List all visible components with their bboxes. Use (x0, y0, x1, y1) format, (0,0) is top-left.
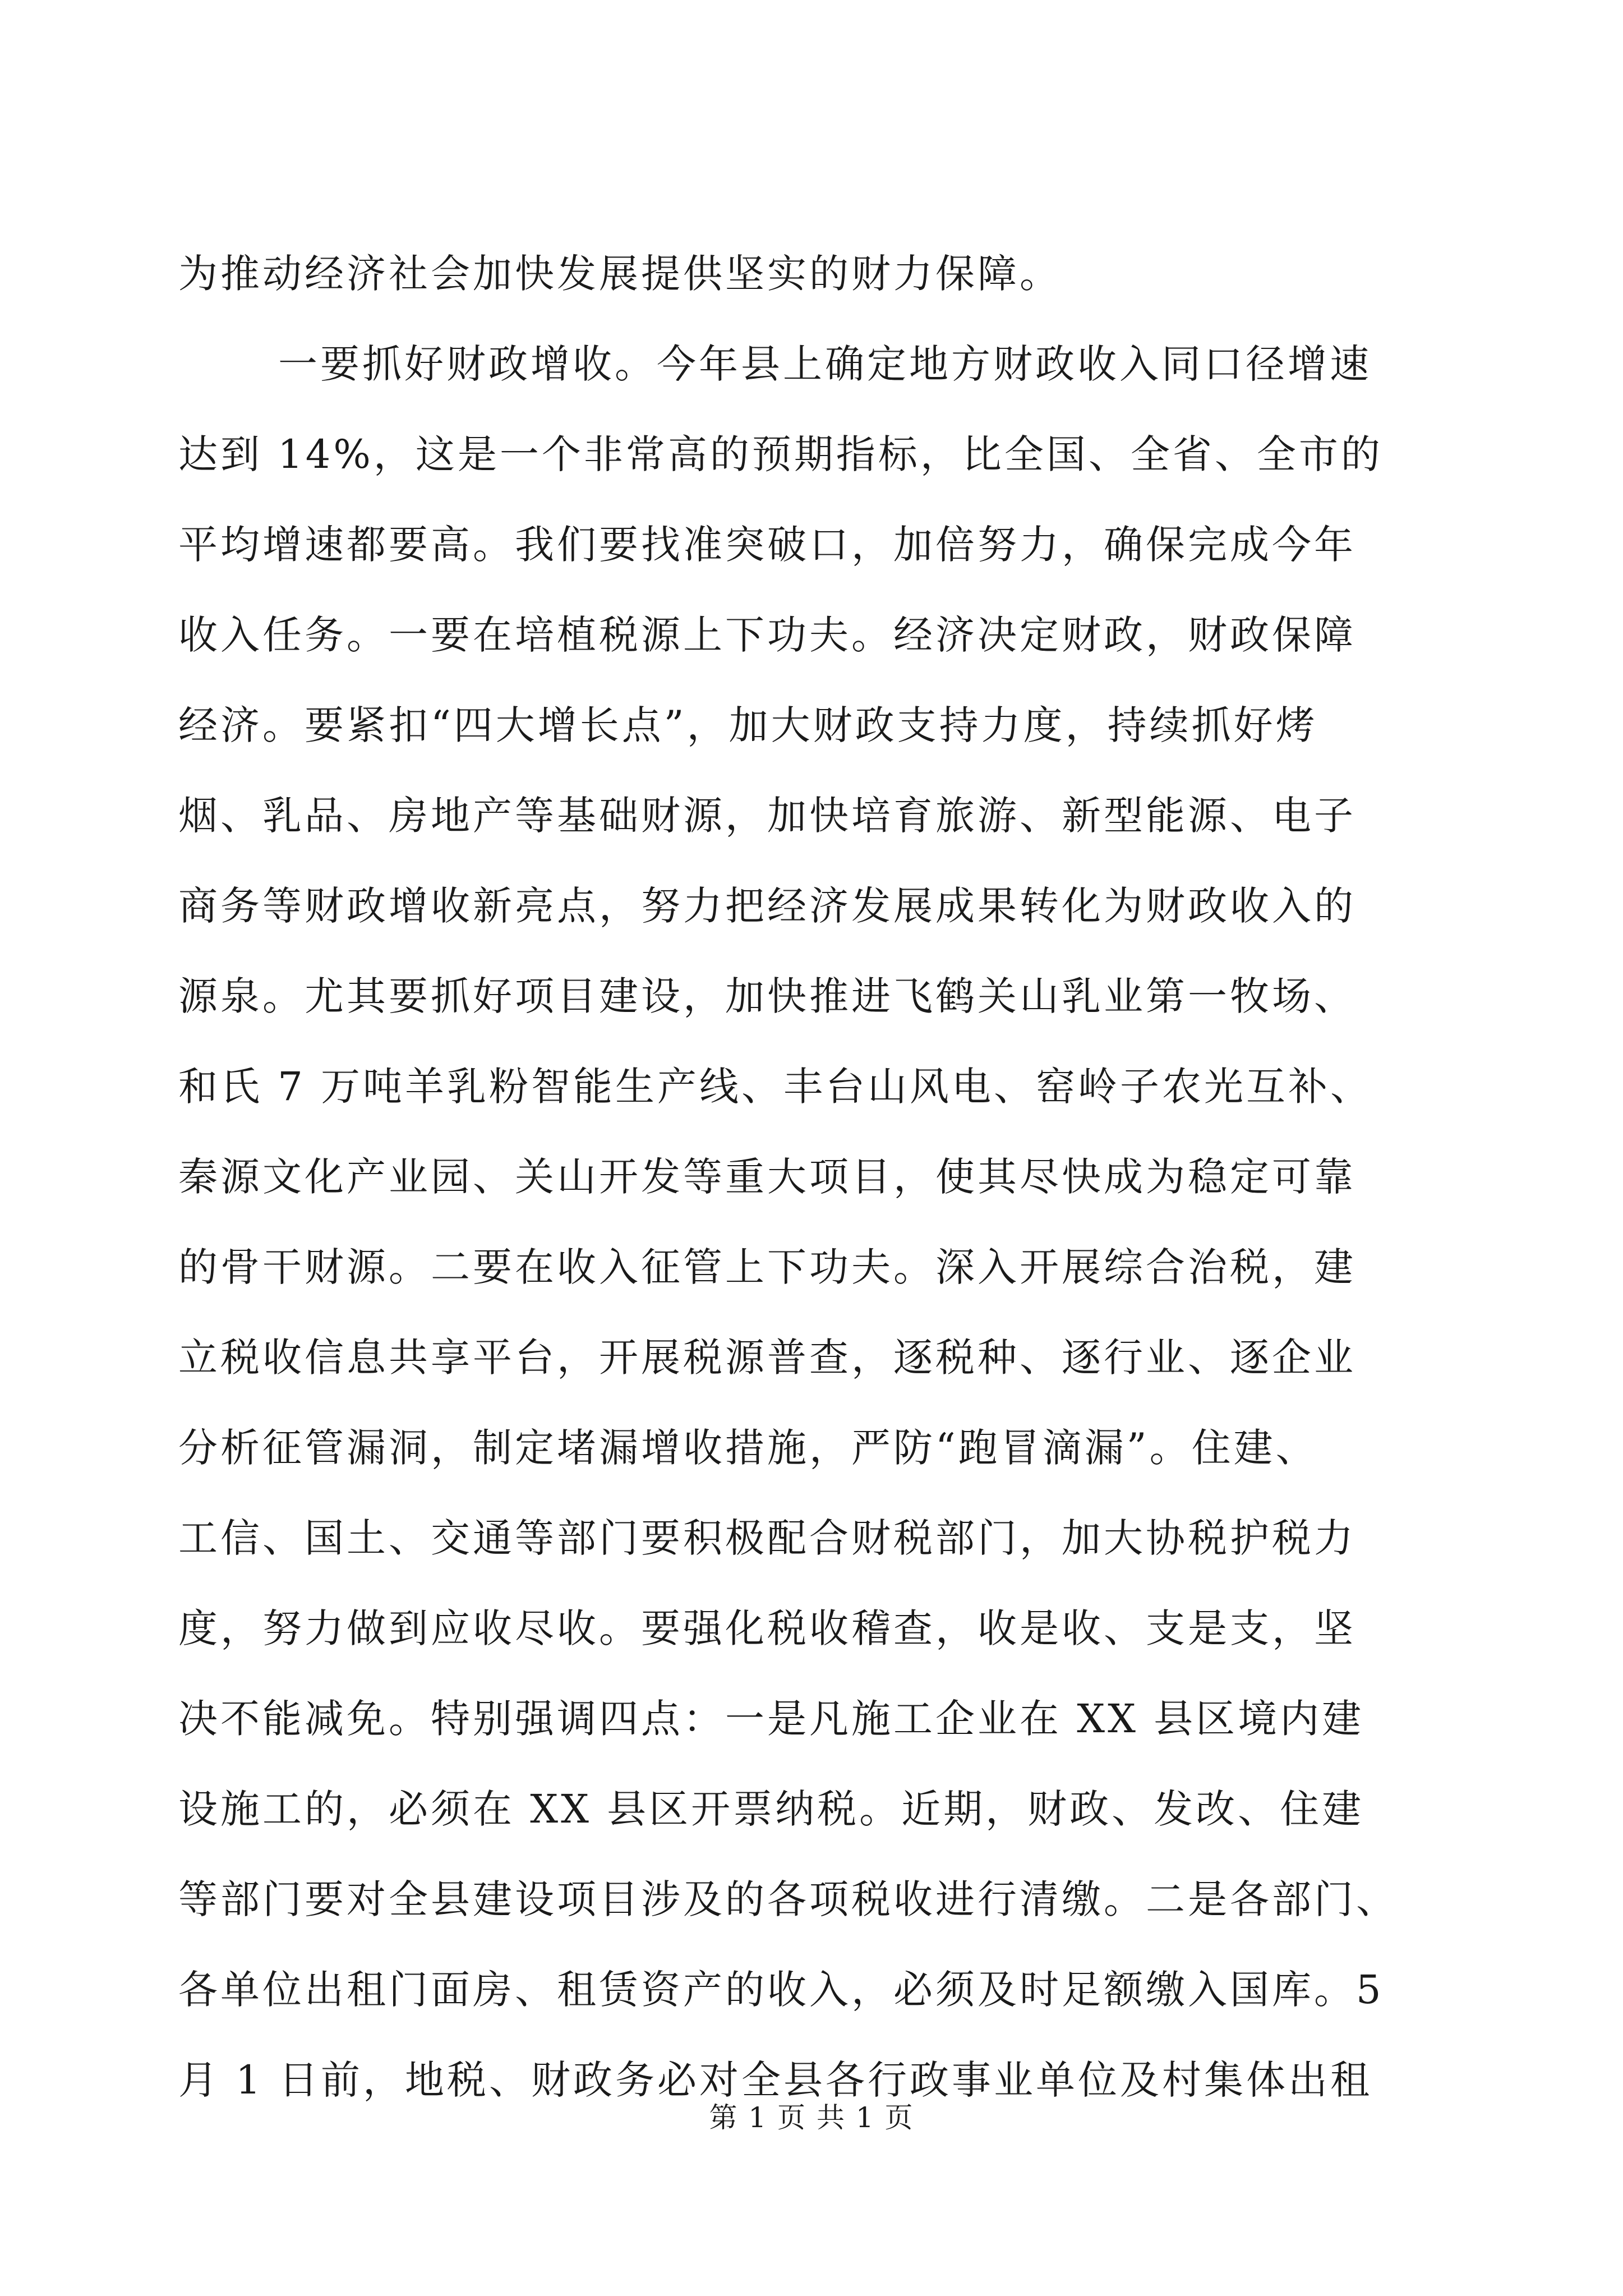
text-line-16: 度，努力做到应收尽收。要强化税收稽查，收是收、支是支，坚 (178, 1605, 1356, 1651)
text-line-8: 商务等财政增收新亮点，努力把经济发展成果转化为财政收入的 (178, 883, 1356, 929)
text-line-13: 立税收信息共享平台，开展税源普查，逐税种、逐行业、逐企业 (178, 1335, 1356, 1381)
text-line-9: 源泉。尤其要抓好项目建设，加快推进飞鹤关山乳业第一牧场、 (178, 973, 1356, 1019)
text-line-4: 平均增速都要高。我们要找准突破口，加倍努力，确保完成今年 (178, 522, 1356, 568)
text-line-15: 工信、国土、交通等部门要积极配合财税部门，加大协税护税力 (178, 1515, 1356, 1561)
text-line-7: 烟、乳品、房地产等基础财源，加快培育旅游、新型能源、电子 (178, 793, 1356, 839)
text-line-10: 和氏 7 万吨羊乳粉智能生产线、丰台山风电、窑岭子农光互补、 (178, 1064, 1373, 1110)
text-line-3: 达到 14%，这是一个非常高的预期指标，比全国、全省、全市的 (178, 431, 1383, 477)
text-line-5: 收入任务。一要在培植税源上下功夫。经济决定财政，财政保障 (178, 612, 1356, 658)
text-line-11: 秦源文化产业园、关山开发等重大项目，使其尽快成为稳定可靠 (178, 1154, 1356, 1200)
text-line-2: 一要抓好财政增收。今年县上确定地方财政收入同口径增速 (278, 341, 1372, 387)
text-line-20: 各单位出租门面房、租赁资产的收入，必须及时足额缴入国库。5 (178, 1967, 1384, 2013)
text-line-1: 为推动经济社会加快发展提供坚实的财力保障。 (178, 251, 1062, 297)
text-line-18: 设施工的，必须在 XX 县区开票纳税。近期，财政、发改、住建 (178, 1786, 1364, 1832)
text-line-17: 决不能减免。特别强调四点：一是凡施工企业在 XX 县区境内建 (178, 1696, 1364, 1742)
page-number-label: 第 1 页 共 1 页 (709, 2101, 914, 2134)
page-footer (0, 2095, 1623, 2136)
text-line-6: 经济。要紧扣“四大增长点”，加大财政支持力度，持续抓好烤 (178, 702, 1318, 748)
text-line-12: 的骨干财源。二要在收入征管上下功夫。深入开展综合治税，建 (178, 1244, 1356, 1290)
text-line-14: 分析征管漏洞，制定堵漏增收措施，严防“跑冒滴漏”。住建、 (178, 1425, 1318, 1471)
text-line-19: 等部门要对全县建设项目涉及的各项税收进行清缴。二是各部门、 (178, 1876, 1398, 1922)
text-line-21: 月 1 日前，地税、财政务必对全县各行政事业单位及村集体出租 (178, 2057, 1373, 2103)
document-body (178, 229, 1446, 2125)
